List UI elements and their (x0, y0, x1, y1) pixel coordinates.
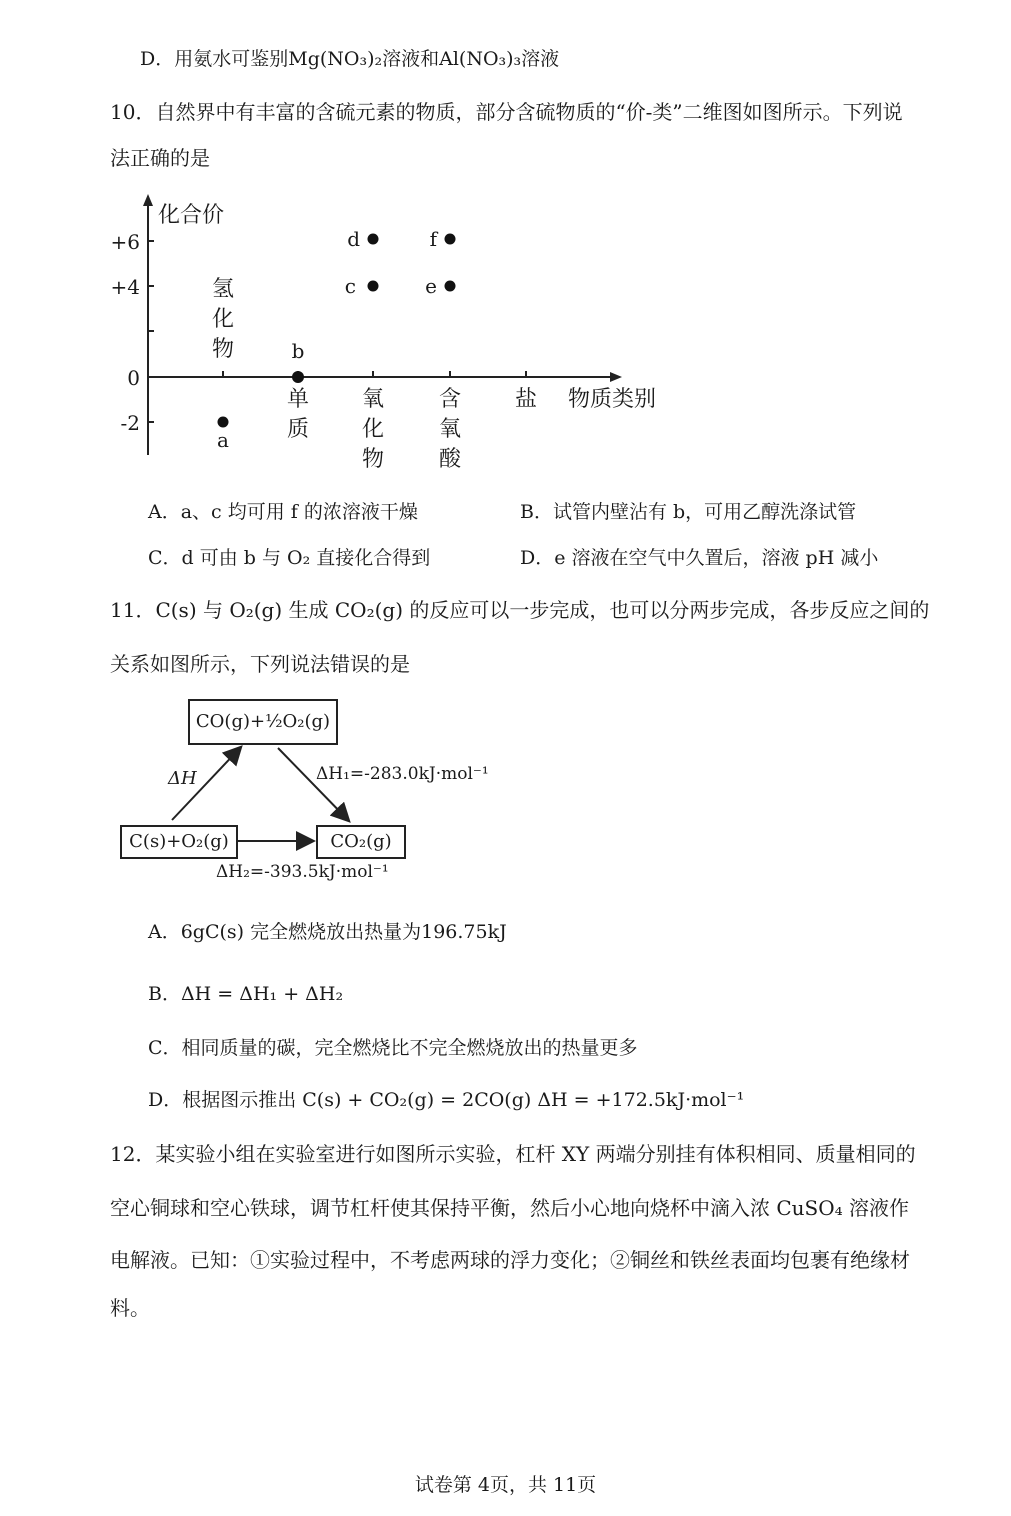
page-footer: 试卷第 4页，共 11页 (414, 1474, 597, 1496)
q11-left-box: C(s)+O₂(g) (120, 825, 238, 859)
q10-valence-class-chart (100, 190, 700, 480)
point-a-label: a (217, 428, 229, 452)
q12-line2: 空心铜球和空心铁球，调节杠杆使其保持平衡，然后小心地向烧杯中滴入浓 CuSO₄ 溶液作 (110, 1196, 910, 1220)
q12-line4: 料。 (110, 1296, 150, 1320)
svg-text:氢: 氢 (211, 277, 235, 302)
point-f (445, 234, 456, 245)
y-tick-minus2: -2 (120, 411, 140, 435)
y-tick-zero: 0 (127, 366, 140, 390)
svg-text:物: 物 (361, 447, 385, 472)
point-b-label: b (291, 339, 305, 363)
q11-stem-line2: 关系如图所示，下列说法错误的是 (110, 652, 410, 676)
category-hydride (212, 277, 234, 362)
point-a (218, 417, 229, 428)
q10-option-b: B．试管内壁沾有 b，可用乙醇洗涤试管 (520, 501, 857, 523)
point-c (368, 281, 379, 292)
category-element (287, 387, 309, 442)
y-tick-plus6: +6 (110, 230, 140, 254)
svg-text:化: 化 (361, 417, 385, 442)
svg-text:物: 物 (211, 337, 235, 362)
q11-dH1-label: ΔH₁=-283.0kJ·mol⁻¹ (316, 764, 489, 784)
svg-text:氧: 氧 (361, 387, 385, 412)
q11-option-c: C．相同质量的碳，完全燃烧比不完全燃烧放出的热量更多 (148, 1037, 638, 1059)
svg-text:质: 质 (286, 417, 310, 442)
q11-stem-line1: 11．C(s) 与 O₂(g) 生成 CO₂(g) 的反应可以一步完成，也可以分两步完成，各步反应之间的 (110, 598, 930, 622)
q10-option-a: A．a、c 均可用 f 的浓溶液干燥 (148, 501, 418, 523)
x-axis-arrow (610, 372, 622, 382)
q11-option-d: D．根据图示推出 C(s) + CO₂(g) = 2CO(g) ΔH = +172.5kJ·mol⁻¹ (148, 1089, 745, 1111)
q12-line3: 电解液。已知：①实验过程中，不考虑两球的浮力变化；②铜丝和铁丝表面均包裹有绝缘材 (110, 1248, 910, 1272)
svg-text:化: 化 (211, 307, 235, 332)
svg-text:单: 单 (286, 387, 310, 412)
category-oxyacid (439, 387, 462, 472)
y-axis-arrow (143, 194, 153, 206)
x-axis-title: 物质类别 (568, 387, 657, 412)
q10-option-c: C．d 可由 b 与 O₂ 直接化合得到 (148, 547, 431, 569)
q11-right-box: CO₂(g) (316, 825, 406, 859)
point-e-label: e (425, 274, 437, 298)
point-e (445, 281, 456, 292)
q11-top-box: CO(g)+½O₂(g) (188, 699, 338, 745)
q9-option-d: D．用氨水可鉴别Mg(NO₃)₂溶液和Al(NO₃)₃溶液 (140, 48, 560, 70)
q12-line1: 12．某实验小组在实验室进行如图所示实验，杠杆 XY 两端分别挂有体积相同、质量相同的 (110, 1142, 916, 1166)
point-d (368, 234, 379, 245)
y-tick-plus4: +4 (110, 275, 140, 299)
q11-dH-label: ΔH (168, 768, 197, 789)
point-c-label: c (344, 274, 356, 298)
q10-option-d: D．e 溶液在空气中久置后，溶液 pH 减小 (520, 547, 879, 569)
y-axis-title: 化合价 (158, 203, 225, 228)
q10-stem-line2: 法正确的是 (110, 146, 210, 170)
q11-dH2-label: ΔH₂=-393.5kJ·mol⁻¹ (216, 862, 389, 882)
svg-text:酸: 酸 (438, 447, 462, 472)
q10-stem-line1: 10．自然界中有丰富的含硫元素的物质，部分含硫物质的“价-类”二维图如图所示。下列说 (110, 100, 903, 124)
q11-option-b: B．ΔH = ΔH₁ + ΔH₂ (148, 983, 344, 1005)
svg-text:含: 含 (438, 387, 462, 412)
point-f-label: f (429, 227, 437, 251)
category-oxide (362, 387, 384, 472)
point-b (292, 371, 304, 383)
svg-text:盐: 盐 (514, 387, 538, 412)
point-d-label: d (347, 227, 360, 251)
category-salt (515, 387, 537, 412)
svg-text:氧: 氧 (438, 417, 462, 442)
q11-option-a: A．6gC(s) 完全燃烧放出热量为196.75kJ (148, 921, 507, 943)
